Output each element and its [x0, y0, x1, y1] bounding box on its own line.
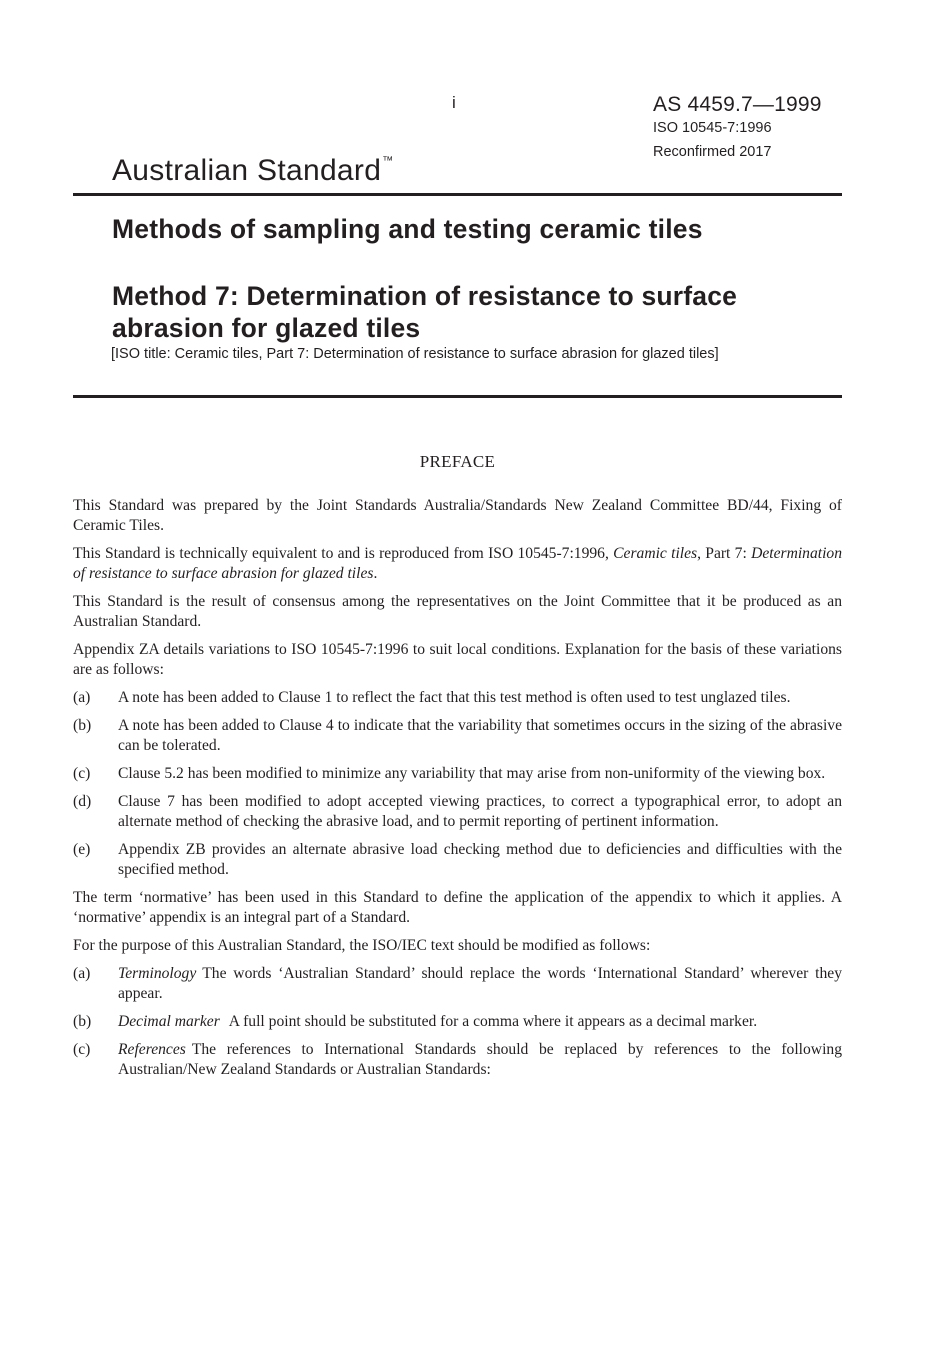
item-label: (c) [73, 1041, 91, 1058]
trademark-symbol: ™ [382, 155, 394, 167]
variation-item [73, 716, 842, 756]
preface-paragraph: Appendix ZA details variations to ISO 10545-7:1996 to suit local conditions. Explanation for the basis of these variations are as follows: [73, 641, 842, 678]
text-span: This Standard is technically equivalent to and is reproduced from ISO 10545-7:1996, [73, 545, 614, 562]
item-text: Clause 7 has been modified to adopt accepted viewing practices, to correct a typographical error, to adopt an alternate method of checking the abrasive load, and to permit reporting of pertinent information. [118, 793, 842, 830]
modification-item [73, 1040, 842, 1080]
item-label: (b) [73, 717, 92, 734]
variation-item [73, 792, 842, 832]
preface-paragraph: For the purpose of this Australian Standard, the ISO/IEC text should be modified as follows: [73, 937, 651, 954]
standard-designation [653, 93, 822, 161]
brand-title [112, 154, 394, 188]
standard-number: AS 4459.7—1999 [653, 93, 822, 116]
text-span: , Part 7: [697, 545, 752, 562]
page-number: i [452, 93, 456, 112]
item-text: Clause 5.2 has been modified to minimize any variability that may arise from non-uniformity of the viewing box. [118, 765, 826, 782]
preface-heading: PREFACE [419, 452, 496, 471]
modification-item [73, 1012, 842, 1032]
item-text: The words ‘Australian Standard’ should replace the words ‘International Standard’ wherever they appear. [118, 965, 842, 1002]
item-label: (e) [73, 841, 91, 858]
item-label: (c) [73, 765, 91, 782]
item-label: (d) [73, 793, 92, 810]
modification-item [73, 964, 842, 1004]
document-title: Methods of sampling and testing ceramic tiles [112, 214, 703, 244]
item-term: Decimal marker [118, 1013, 220, 1030]
variation-item [73, 764, 842, 784]
reconfirmed-note: Reconfirmed 2017 [653, 144, 772, 160]
preface-body [73, 496, 842, 1088]
item-term: References [118, 1041, 186, 1058]
preface-paragraph: This Standard was prepared by the Joint Standards Australia/Standards New Zealand Committee BD/44, Fixing of Ceramic Tiles. [73, 497, 842, 534]
item-label: (b) [73, 1013, 92, 1030]
top-divider [73, 193, 842, 196]
italic-span: Ceramic tiles [613, 545, 698, 562]
brand-text: Australian Standard [112, 154, 382, 187]
item-text: A note has been added to Clause 1 to reflect the fact that this test method is often used to test unglazed tiles. [118, 689, 791, 706]
preface-paragraph: The term ‘normative’ has been used in this Standard to define the application of the appendix to which it applies. A ‘normative’ appendix is an integral part of a Standard. [73, 889, 842, 926]
variation-item [73, 840, 842, 880]
item-text: A note has been added to Clause 4 to indicate that the variability that sometimes occurs in the sizing of the abrasive can be tolerated. [118, 717, 842, 754]
iso-number: ISO 10545-7:1996 [653, 120, 772, 136]
variation-item [73, 688, 842, 708]
text-span: . [373, 565, 378, 582]
preface-paragraph [73, 544, 842, 584]
preface-paragraph: This Standard is the result of consensus among the representatives on the Joint Committee that it be produced as an Australian Standard. [73, 593, 842, 630]
iso-title: [ISO title: Ceramic tiles, Part 7: Determination of resistance to surface abrasion for glazed tiles] [111, 346, 719, 362]
item-text: The references to International Standards should be replaced by references to the following Australian/New Zealand Standards or Australian Standards: [118, 1041, 842, 1078]
item-label: (a) [73, 965, 91, 982]
bottom-divider [73, 395, 842, 398]
item-term: Terminology [118, 965, 197, 982]
item-text: Appendix ZB provides an alternate abrasive load checking method due to deficiencies and difficulties with the specified method. [118, 841, 842, 878]
italic-span: Determination of resistance to surface abrasion for glazed tiles [73, 545, 843, 582]
item-label: (a) [73, 689, 91, 706]
item-text: A full point should be substituted for a comma where it appears as a decimal marker. [225, 1013, 758, 1030]
method-title: Method 7: Determination of resistance to surface abrasion for glazed tiles [112, 281, 738, 343]
